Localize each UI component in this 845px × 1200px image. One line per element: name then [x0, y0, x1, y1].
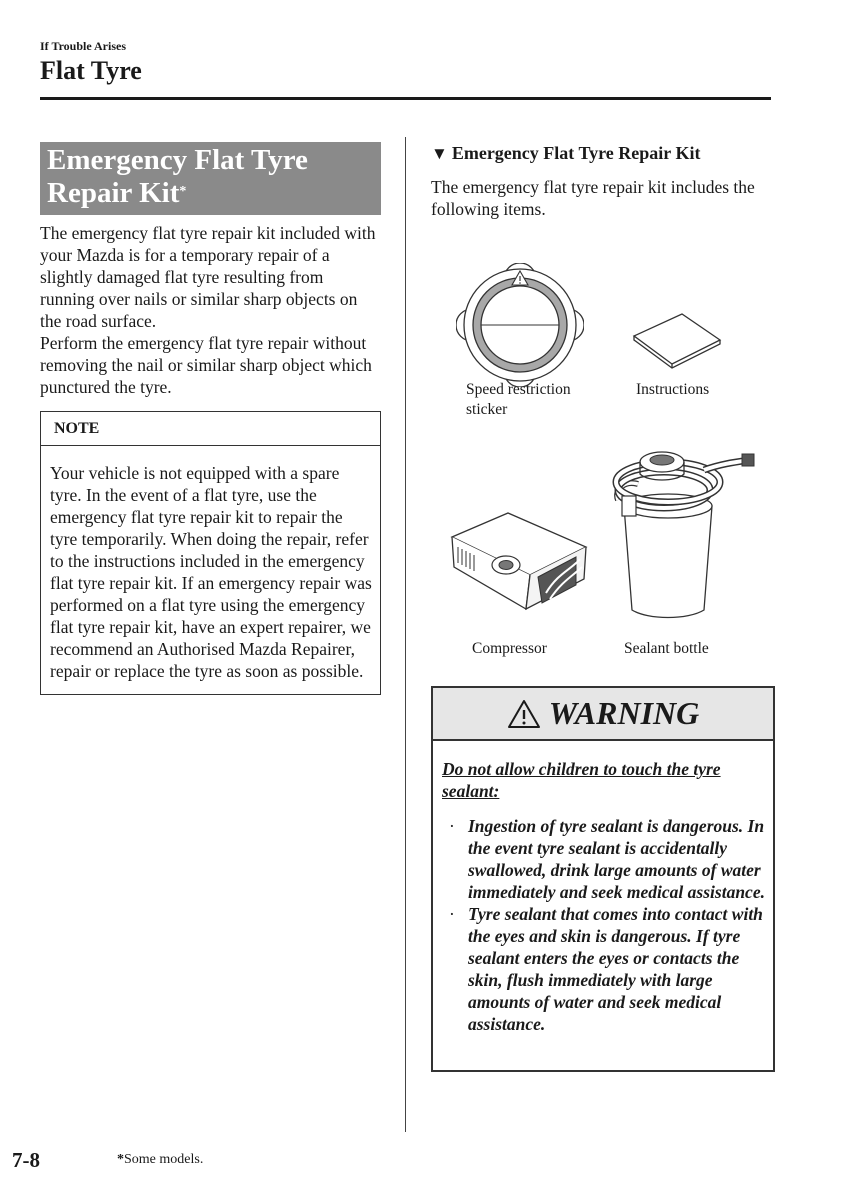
item-caption-compressor: Compressor	[472, 640, 547, 657]
bullet: ·	[449, 816, 455, 836]
warning-triangle-icon	[507, 699, 541, 729]
right-column	[431, 142, 773, 220]
compressor-icon	[446, 503, 592, 617]
section-title-line1: Emergency Flat Tyre	[47, 144, 308, 176]
section-label: If Trouble Arises	[40, 39, 127, 53]
column-divider	[405, 137, 406, 1132]
page-number: 7-8	[12, 1148, 40, 1172]
chapter-title: Flat Tyre	[40, 56, 142, 85]
intro-paragraph-1: The emergency flat tyre repair kit included with your Mazda is for a temporary repair of a slightly damaged flat tyre resulting from running over nails or similar sharp objects on the road surface.	[40, 223, 376, 331]
footnote-marker: *	[179, 184, 187, 199]
kit-heading	[431, 143, 773, 164]
note-title: NOTE	[41, 412, 380, 446]
warning-box	[431, 686, 775, 1072]
warning-title: WARNING	[548, 695, 700, 731]
footnote: *Some models.	[117, 1152, 204, 1167]
header-rule	[40, 97, 771, 100]
speed-restriction-sticker-icon	[456, 263, 584, 387]
intro-paragraph-2: Perform the emergency flat tyre repair without removing the nail or similar sharp object which punctured the tyre.	[40, 333, 372, 397]
warning-list	[449, 815, 765, 1035]
warning-lead: Do not allow children to touch the tyre sealant:	[442, 759, 721, 801]
kit-intro: The emergency flat tyre repair kit includes the following items.	[431, 177, 755, 219]
warning-item: · Ingestion of tyre sealant is dangerous. In the event tyre sealant is accidentally swallowed, drink large amounts of water immediately and seek medical assistance.	[449, 816, 765, 902]
section-title-line2: Repair Kit	[47, 177, 180, 209]
warning-header	[433, 688, 773, 741]
left-column	[40, 142, 381, 695]
note-box	[40, 411, 381, 695]
sealant-bottle-icon	[608, 450, 758, 624]
instructions-booklet-icon	[630, 310, 724, 370]
note-text: Your vehicle is not equipped with a spare tyre. In the event of a flat tyre, use the emergency flat tyre repair kit to repair the tyre temporarily. When doing the repair, refer to the instructions included in the emergency flat tyre repair kit. If an emergency repair was performed on a flat tyre using the emergency flat tyre repair kit, have an expert repairer, we recommend an Authorised Mazda Repairer, repair or replace the tyre as soon as possible.	[50, 463, 372, 681]
bullet: ·	[449, 904, 455, 924]
section-title-banner	[40, 142, 381, 215]
item-caption-sticker: Speed restriction sticker	[466, 381, 571, 418]
heading-marker-icon: ▼	[431, 144, 448, 163]
warning-item: · Tyre sealant that comes into contact with the eyes and skin is dangerous. If tyre sealant enters the eyes or contacts the skin, flush immediately with large amounts of water and seek medical assistance.	[449, 904, 763, 1034]
item-caption-sealant-bottle: Sealant bottle	[624, 640, 709, 657]
item-caption-instructions: Instructions	[636, 381, 710, 398]
kit-heading-text: Emergency Flat Tyre Repair Kit	[451, 143, 701, 163]
